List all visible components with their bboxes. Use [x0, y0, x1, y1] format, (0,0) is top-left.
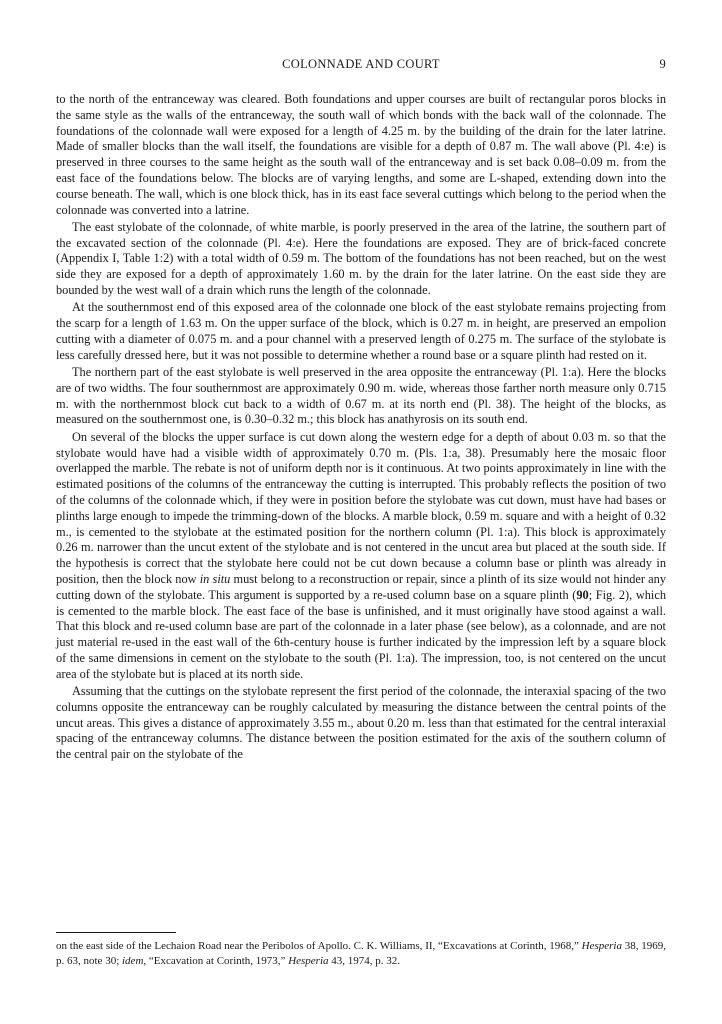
text-run: 43, 1974, p. 32. — [328, 955, 401, 967]
text-run: Assuming that the cuttings on the stylobate represent the first period of the colonnade, the interaxial spacing of the two columns opposite the entranceway can be roughly calculated by measuring the distance between the central points of the uncut areas. This gives a distance of approximately 3.55 m., about 0.20 m. less than that estimated for the central interaxial spacing of the entranceway columns. The distance between the position estimated for the axis of the southern column of the central pair on the stylobate of the — [56, 683, 666, 762]
text-run: in situ — [199, 571, 231, 586]
text-run: 38, 1969, p. 63, note 30; — [56, 940, 667, 967]
footnote-rule — [56, 932, 176, 933]
text-run: ; Fig. 2), which is cemented to the marble block. The east face of the base is unfinished, and it must originally have stood against a wall. That this block and re-used column base are part of the colonnade in a later phase (see below), as a colonnade, and are not just material re-used in the east wall of the 6th-century house is further indicated by the impression left by a square block of the same dimensions in cement on the stylobate to the south (Pl. 1:a). The impression, too, is not centered on the uncut area of the stylobate but is placed at its north side. — [56, 587, 666, 681]
footnote — [56, 939, 666, 969]
paragraph — [56, 220, 666, 299]
paragraph — [56, 300, 666, 363]
text-run: The northern part of the east stylobate is well preserved in the area opposite the entranceway (Pl. 1:a). Here the blocks are of two widths. The four southernmost are approximately 0.90 m. wide, whereas those farther north measure only 0.715 m. with the northernmost block cut back to a width of 0.67 m. at its north end (Pl. 38). The height of the blocks, as measured on the southernmost one, is 0.30–0.32 m.; this block has anathyrosis on its south end. — [56, 365, 666, 427]
text-run: idem — [122, 955, 144, 967]
text-run: 90 — [576, 587, 589, 602]
paragraph — [56, 430, 666, 683]
text-run: on the east side of the Lechaion Road near the Peribolos of Apollo. C. K. Williams, II, “Excavations at Corinth, 1968,” — [56, 940, 582, 952]
running-head: COLONNADE AND COURT — [282, 57, 440, 71]
text-run: At the southernmost end of this exposed area of the colonnade one block of the east stylobate remains projecting from the scarp for a length of 1.63 m. On the upper surface of the block, which is 0.27 m. in height, are preserved an empolion cutting with a diameter of 0.075 m. and a pour channel with a preserved length of 0.275 m. The surface of the stylobate is less carefully dressed here, but it was not possible to determine whether a round base or a square plinth had rested on it. — [56, 300, 666, 362]
body-text — [56, 92, 666, 764]
text-run: On several of the blocks the upper surface is cut down along the western edge for a depth of about 0.03 m. so that the stylobate would have had a visible width of approximately 0.70 m. (Pls. 1:a, 38). Presumably here the mosaic floor overlapped the marble. The rebate is not of uniform depth nor is it continuous. At two points approximately in line with the estimated positions of the columns of the entranceway the cutting is interrupted. This probably reflects the position of two of the columns of the colonnade which, if they were in position before the stylobate was cut down, must have had bases or plinths large enough to impede the trimming-down of the blocks. A marble block, 0.59 m. square and with a height of 0.32 m., is cemented to the stylobate at the estimated position for the northern column (Pl. 1:a). This block is approximately 0.26 m. narrower than the uncut extent of the stylobate and is not centered in the uncut area but placed at the south side. If the hypothesis is correct that the stylobate here could not be cut down because a column base or plinth was already in position, then the block now — [56, 429, 666, 586]
page-number: 9 — [659, 57, 666, 71]
text-run: must belong to a reconstruction or repair, since a plinth of its size would not hinder any cutting down of the stylobate. This argument is supported by a re-used column base on a square plinth ( — [56, 571, 666, 602]
text-run: The east stylobate of the colonnade, of white marble, is poorly preserved in the area of the latrine, the southern part of the excavated section of the colonnade (Pl. 4:e). Here the foundations are exposed. They are of brick-faced concrete (Appendix I, Table 1:2) with a total width of 0.59 m. The bottom of the foundations has not been reached, but on the west side they are exposed for a depth of approximately 1.60 m. by the drain for the later latrine. On the east side they are bounded by the west wall of a drain which runs the length of the colonnade. — [56, 219, 666, 298]
text-run: , “Excavation at Corinth, 1973,” — [143, 955, 289, 967]
text-run: to the north of the entranceway was cleared. Both foundations and upper courses are built of rectangular poros blocks in the same style as the walls of the entranceway, the south wall of which bonds with the back wall of the colonnade. The foundations of the colonnade wall were exposed for a length of 4.25 m. by the building of the drain for the later latrine. Made of smaller blocks than the wall itself, the foundations are visible for a depth of 0.87 m. The wall above (Pl. 4:e) is preserved in three courses to the same height as the south wall of the entranceway and is set back 0.08–0.09 m. from the east face of the foundations below. The blocks are of varying lengths, and some are L-shaped, extending down into the course beneath. The wall, which is one block thick, has in its east face several cuttings which belong to the period when the colonnade was converted into a latrine. — [56, 92, 666, 217]
paragraph — [56, 684, 666, 763]
page-header — [56, 57, 666, 73]
paragraph — [56, 92, 666, 218]
text-run: Hesperia — [288, 955, 329, 967]
paragraph — [56, 365, 666, 428]
text-run: Hesperia — [581, 940, 622, 952]
